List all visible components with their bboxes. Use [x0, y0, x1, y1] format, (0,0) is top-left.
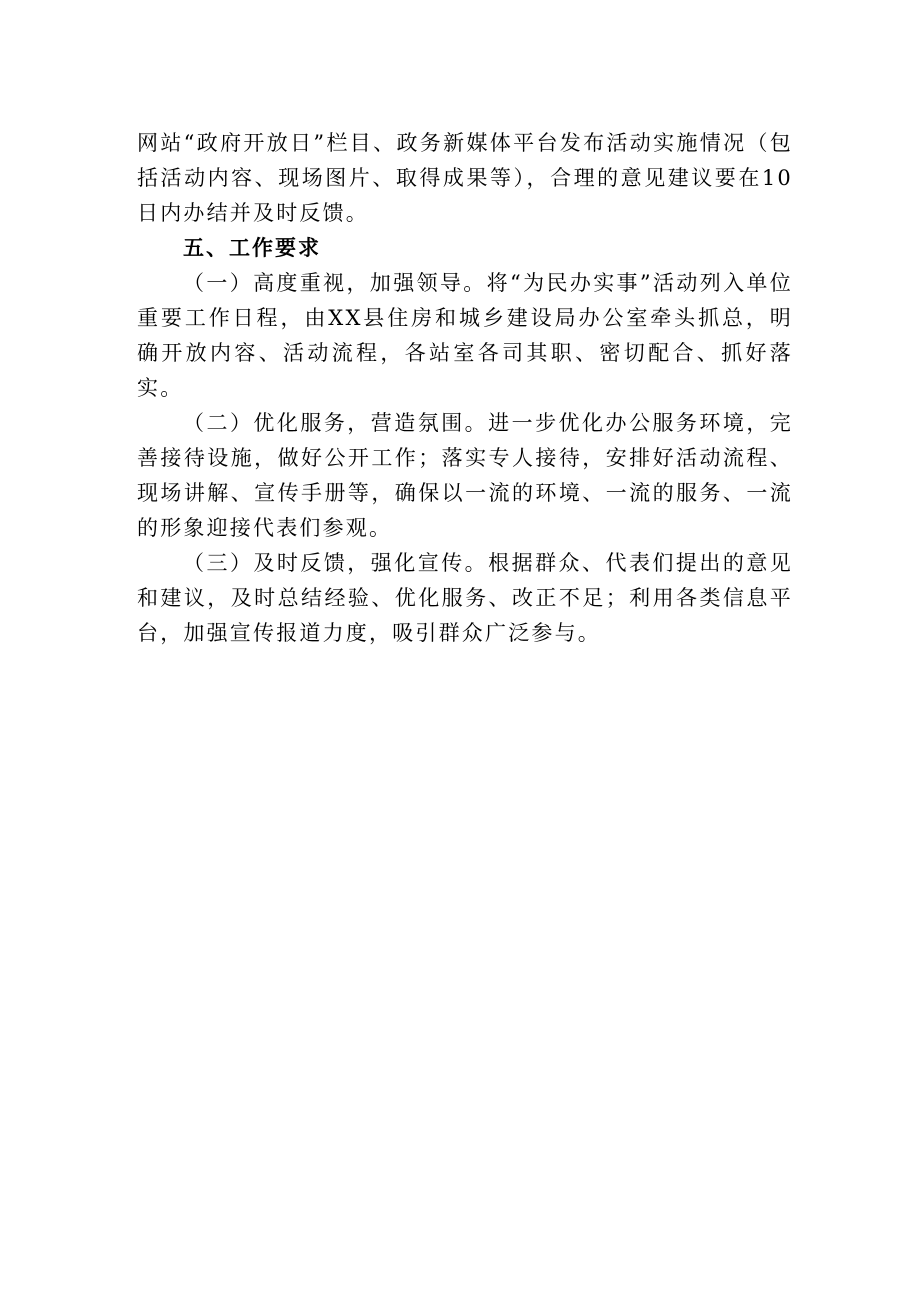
- document-body: [137, 126, 793, 651]
- paragraph-requirement-1: （一）高度重视，加强领导。将“为民办实事”活动列入单位重要工作日程，由XX县住房和城乡建设局办公室牵头抓总，明确开放内容、活动流程，各站室各司其职、密切配合、抓好落实。: [137, 271, 793, 400]
- paragraph-requirement-3: （三）及时反馈，强化宣传。根据群众、代表们提出的意见和建议，及时总结经验、优化服务、改正不足；利用各类信息平台，加强宣传报道力度，吸引群众广泛参与。: [137, 551, 793, 645]
- paragraph-continuation: 网站“政府开放日”栏目、政务新媒体平台发布活动实施情况（包括活动内容、现场图片、取得成果等），合理的意见建议要在10日内办结并及时反馈。: [137, 131, 793, 225]
- section-heading: 五、工作要求: [183, 236, 321, 260]
- paragraph-requirement-2: （二）优化服务，营造氛围。进一步优化办公服务环境，完善接待设施，做好公开工作；落实专人接待，安排好活动流程、现场讲解、宣传手册等，确保以一流的环境、一流的服务、一流的形象迎接代表们参观。: [137, 411, 793, 540]
